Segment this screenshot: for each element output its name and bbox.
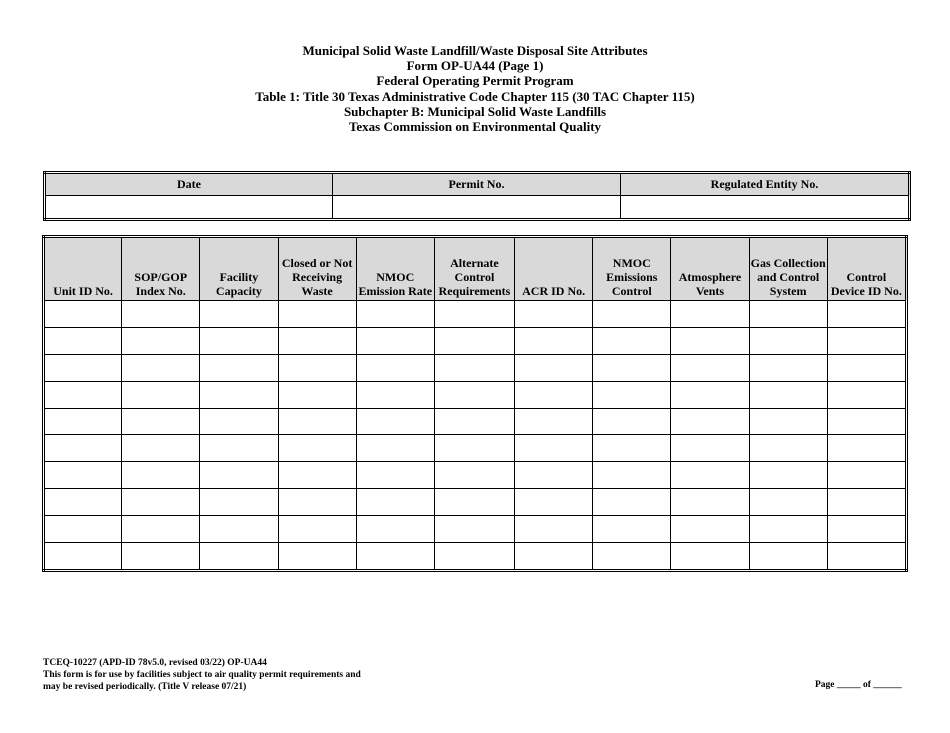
table-cell[interactable] <box>200 543 278 571</box>
table-cell[interactable] <box>593 408 671 435</box>
table-cell[interactable] <box>122 327 200 354</box>
table-cell[interactable] <box>671 516 749 543</box>
table-cell[interactable] <box>200 435 278 462</box>
table-cell[interactable] <box>827 543 906 571</box>
table-cell[interactable] <box>515 516 593 543</box>
table-cell[interactable] <box>122 489 200 516</box>
table-cell[interactable] <box>515 301 593 328</box>
table-cell[interactable] <box>827 327 906 354</box>
subchapter-title: Subchapter B: Municipal Solid Waste Landfills <box>343 103 607 119</box>
col-atmosphere-vents: Atmosphere Vents <box>671 237 749 301</box>
table-cell[interactable] <box>278 354 356 381</box>
table-cell[interactable] <box>593 327 671 354</box>
table-cell[interactable] <box>671 408 749 435</box>
table-cell[interactable] <box>200 301 278 328</box>
table-cell[interactable] <box>749 516 827 543</box>
table-cell[interactable] <box>122 381 200 408</box>
table-cell[interactable] <box>356 543 434 571</box>
table-title: Table 1: Title 30 Texas Administrative Code Chapter 115 (30 TAC Chapter 115) <box>255 88 695 104</box>
col-nmoc-emissions-control: NMOC Emissions Control <box>593 237 671 301</box>
table-cell[interactable] <box>515 408 593 435</box>
table-cell[interactable] <box>278 543 356 571</box>
table-cell[interactable] <box>44 327 122 354</box>
table-cell[interactable] <box>200 408 278 435</box>
usage-note-line-2: may be revised periodically. (Title V release 07/21) <box>43 682 247 692</box>
table-cell[interactable] <box>278 516 356 543</box>
table-cell[interactable] <box>593 543 671 571</box>
table-cell[interactable] <box>515 435 593 462</box>
form-title: Municipal Solid Waste Landfill/Waste Disposal Site Attributes <box>302 43 648 58</box>
table-cell[interactable] <box>434 543 514 571</box>
permit-number-header: Permit No. <box>333 173 621 196</box>
col-gas-collection: Gas Collection and Control System <box>749 237 827 301</box>
table-cell[interactable] <box>671 435 749 462</box>
table-cell[interactable] <box>122 301 200 328</box>
table-cell[interactable] <box>515 543 593 571</box>
table-cell[interactable] <box>44 516 122 543</box>
table-cell[interactable] <box>593 516 671 543</box>
col-acr-id: ACR ID No. <box>515 237 593 301</box>
table-cell[interactable] <box>593 462 671 489</box>
table-cell[interactable] <box>434 354 514 381</box>
table-cell[interactable] <box>515 489 593 516</box>
table-cell[interactable] <box>278 435 356 462</box>
usage-note-line-1: This form is for use by facilities subject to air quality permit requirements and <box>43 670 361 680</box>
col-unit-id: Unit ID No. <box>44 237 122 301</box>
table-cell[interactable] <box>200 381 278 408</box>
form-number: Form OP-UA44 (Page 1) <box>406 58 544 74</box>
table-cell[interactable] <box>278 327 356 354</box>
table-cell[interactable] <box>749 301 827 328</box>
table-cell[interactable] <box>593 354 671 381</box>
table-cell[interactable] <box>278 301 356 328</box>
table-cell[interactable] <box>434 462 514 489</box>
table-cell[interactable] <box>122 516 200 543</box>
table-cell[interactable] <box>749 381 827 408</box>
table-cell[interactable] <box>593 301 671 328</box>
table-cell[interactable] <box>356 381 434 408</box>
table-row <box>44 435 907 462</box>
table-cell[interactable] <box>278 408 356 435</box>
table-cell[interactable] <box>827 381 906 408</box>
table-cell[interactable] <box>434 408 514 435</box>
form-header <box>0 43 950 134</box>
table-cell[interactable] <box>44 381 122 408</box>
table-cell[interactable] <box>671 543 749 571</box>
table-cell[interactable] <box>44 435 122 462</box>
table-cell[interactable] <box>356 354 434 381</box>
table-cell[interactable] <box>122 354 200 381</box>
table-cell[interactable] <box>434 327 514 354</box>
table-cell[interactable] <box>200 462 278 489</box>
table-cell[interactable] <box>749 408 827 435</box>
page-number: Page _____ of ______ <box>815 680 902 690</box>
table-cell[interactable] <box>44 408 122 435</box>
table-cell[interactable] <box>122 435 200 462</box>
table-cell[interactable] <box>44 354 122 381</box>
col-control-device-id: Control Device ID No. <box>827 237 906 301</box>
table-row <box>44 381 907 408</box>
col-closed-not-receiving: Closed or Not Receiving Waste <box>278 237 356 301</box>
table-cell[interactable] <box>200 354 278 381</box>
table-cell[interactable] <box>356 489 434 516</box>
table-cell[interactable] <box>671 489 749 516</box>
regulated-entity-field[interactable] <box>621 196 910 220</box>
table-cell[interactable] <box>200 327 278 354</box>
table-cell[interactable] <box>671 462 749 489</box>
table-cell[interactable] <box>44 543 122 571</box>
table-row <box>44 462 907 489</box>
table-row <box>44 543 907 571</box>
table-cell[interactable] <box>749 327 827 354</box>
col-facility-capacity: Facility Capacity <box>200 237 278 301</box>
table-cell[interactable] <box>749 489 827 516</box>
table-cell[interactable] <box>278 489 356 516</box>
table-cell[interactable] <box>671 354 749 381</box>
table-cell[interactable] <box>593 435 671 462</box>
table-cell[interactable] <box>671 327 749 354</box>
table-cell[interactable] <box>827 489 906 516</box>
col-nmoc-emission-rate: NMOC Emission Rate <box>356 237 434 301</box>
table-row <box>44 327 907 354</box>
table-cell[interactable] <box>434 301 514 328</box>
table-cell[interactable] <box>827 408 906 435</box>
table-cell[interactable] <box>671 301 749 328</box>
attributes-table <box>42 235 908 572</box>
table-cell[interactable] <box>515 381 593 408</box>
program-name: Federal Operating Permit Program <box>376 73 574 89</box>
regulated-entity-header: Regulated Entity No. <box>621 173 910 196</box>
table-row <box>44 408 907 435</box>
table-cell[interactable] <box>44 462 122 489</box>
table-cell[interactable] <box>434 435 514 462</box>
table-cell[interactable] <box>356 327 434 354</box>
table-cell[interactable] <box>44 301 122 328</box>
agency-name: Texas Commission on Environmental Quality <box>348 119 602 135</box>
col-sop-gop-index: SOP/GOP Index No. <box>122 237 200 301</box>
table-cell[interactable] <box>827 301 906 328</box>
table-cell[interactable] <box>122 408 200 435</box>
table-cell[interactable] <box>515 354 593 381</box>
table-cell[interactable] <box>827 516 906 543</box>
table-row <box>44 489 907 516</box>
table-cell[interactable] <box>434 489 514 516</box>
date-header: Date <box>45 173 333 196</box>
table-row <box>44 354 907 381</box>
table-cell[interactable] <box>749 543 827 571</box>
table-cell[interactable] <box>515 462 593 489</box>
table-cell[interactable] <box>278 381 356 408</box>
table-cell[interactable] <box>44 489 122 516</box>
table-cell[interactable] <box>278 462 356 489</box>
table-cell[interactable] <box>434 516 514 543</box>
table-cell[interactable] <box>827 435 906 462</box>
table-cell[interactable] <box>356 462 434 489</box>
table-row <box>44 301 907 328</box>
table-cell[interactable] <box>122 462 200 489</box>
table-cell[interactable] <box>434 381 514 408</box>
form-footer <box>43 657 361 693</box>
table-cell[interactable] <box>356 408 434 435</box>
table-cell[interactable] <box>827 462 906 489</box>
table-cell[interactable] <box>749 354 827 381</box>
table-cell[interactable] <box>200 516 278 543</box>
table-cell[interactable] <box>671 381 749 408</box>
table-cell[interactable] <box>122 543 200 571</box>
table-cell[interactable] <box>356 435 434 462</box>
table-cell[interactable] <box>749 462 827 489</box>
table-row <box>44 516 907 543</box>
table-cell[interactable] <box>749 435 827 462</box>
form-id-line: TCEQ-10227 (APD-ID 78v5.0, revised 03/22) OP-UA44 <box>43 658 267 668</box>
table-cell[interactable] <box>827 354 906 381</box>
table-cell[interactable] <box>200 489 278 516</box>
table-cell[interactable] <box>356 516 434 543</box>
permit-number-field[interactable] <box>333 196 621 220</box>
table-cell[interactable] <box>593 489 671 516</box>
date-field[interactable] <box>45 196 333 220</box>
info-table <box>43 171 911 221</box>
col-alternate-control: Alternate Control Requirements <box>434 237 514 301</box>
table-header-row <box>44 237 907 301</box>
table-cell[interactable] <box>593 381 671 408</box>
table-cell[interactable] <box>515 327 593 354</box>
table-cell[interactable] <box>356 301 434 328</box>
